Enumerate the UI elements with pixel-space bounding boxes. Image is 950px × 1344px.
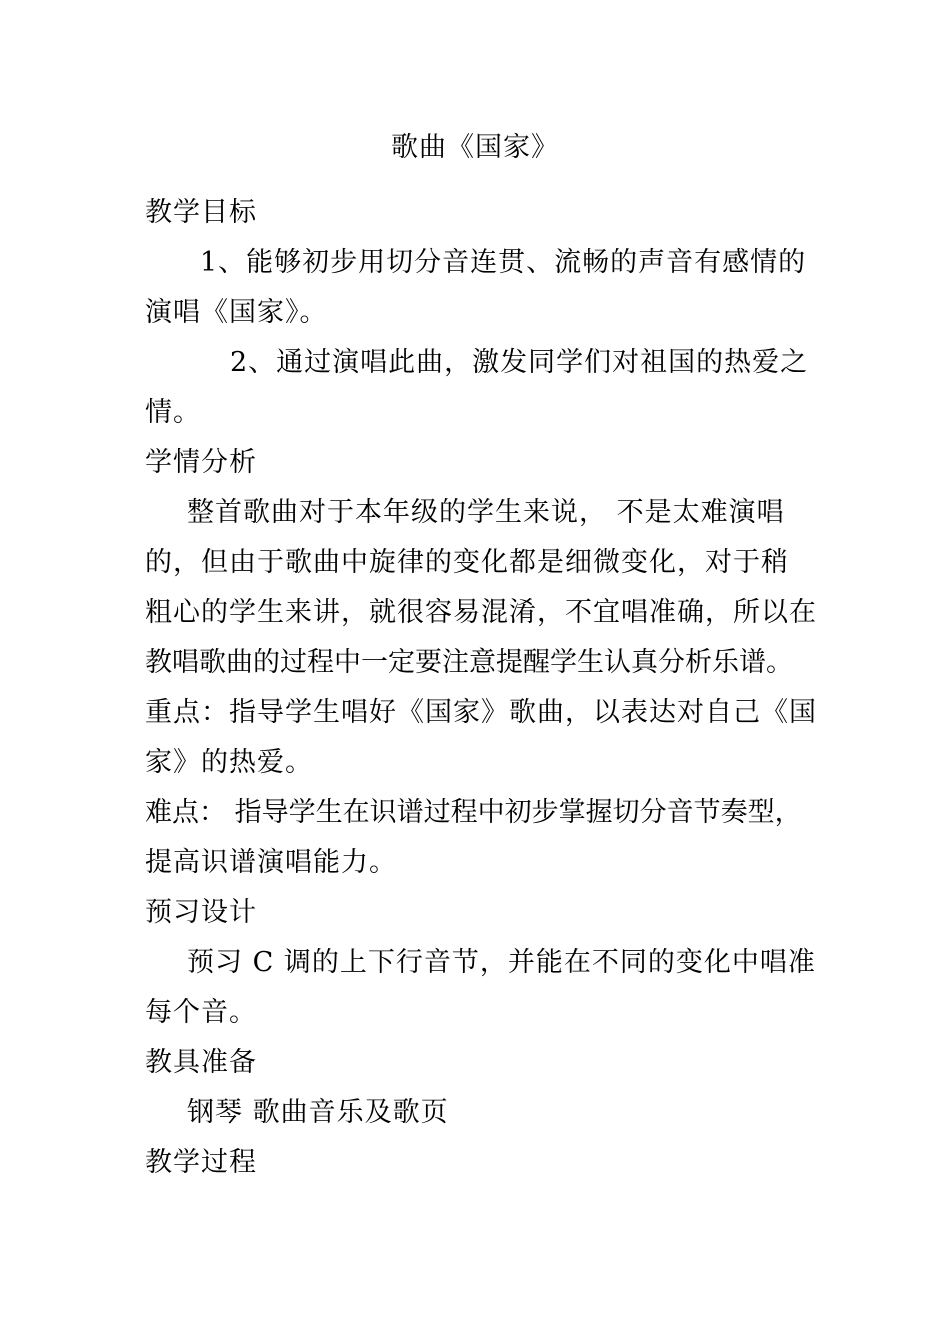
heading-teaching-aids: 教具准备	[145, 1047, 257, 1078]
analysis-line-3: 粗心的学生来讲，就很容易混淆，不宜唱准确，所以在	[145, 597, 817, 628]
key-point-line-2: 家》的热爱。	[145, 747, 313, 778]
goal-2-line-1: 2、通过演唱此曲，激发同学们对祖国的热爱之	[230, 347, 809, 378]
document-title: 歌曲《国家》	[391, 132, 559, 163]
analysis-line-2: 的，但由于歌曲中旋律的变化都是细微变化，对于稍	[145, 547, 789, 578]
heading-teaching-goals: 教学目标	[145, 197, 257, 228]
preview-line-1: 预习 C 调的上下行音节，并能在不同的变化中唱准	[187, 947, 816, 978]
difficulty-line-1: 难点： 指导学生在识谱过程中初步掌握切分音节奏型，	[145, 797, 802, 828]
analysis-line-1: 整首歌曲对于本年级的学生来说， 不是太难演唱	[187, 497, 785, 528]
heading-student-analysis: 学情分析	[145, 447, 257, 478]
key-point-line-1: 重点：指导学生唱好《国家》歌曲，以表达对自己《国	[145, 697, 817, 728]
goal-1-line-2: 演唱《国家》。	[145, 297, 328, 328]
teaching-aids-content: 钢琴 歌曲音乐及歌页	[187, 1097, 449, 1128]
goal-1-line-1: 1、能够初步用切分音连贯、流畅的声音有感情的	[200, 247, 807, 278]
analysis-line-4: 教唱歌曲的过程中一定要注意提醒学生认真分析乐谱。	[145, 647, 793, 678]
goal-2-line-2: 情。	[145, 397, 201, 428]
heading-teaching-process: 教学过程	[145, 1147, 257, 1178]
heading-preview-design: 预习设计	[145, 897, 257, 928]
difficulty-line-2: 提高识谱演唱能力。	[145, 847, 397, 878]
preview-line-2: 每个音。	[145, 997, 257, 1028]
